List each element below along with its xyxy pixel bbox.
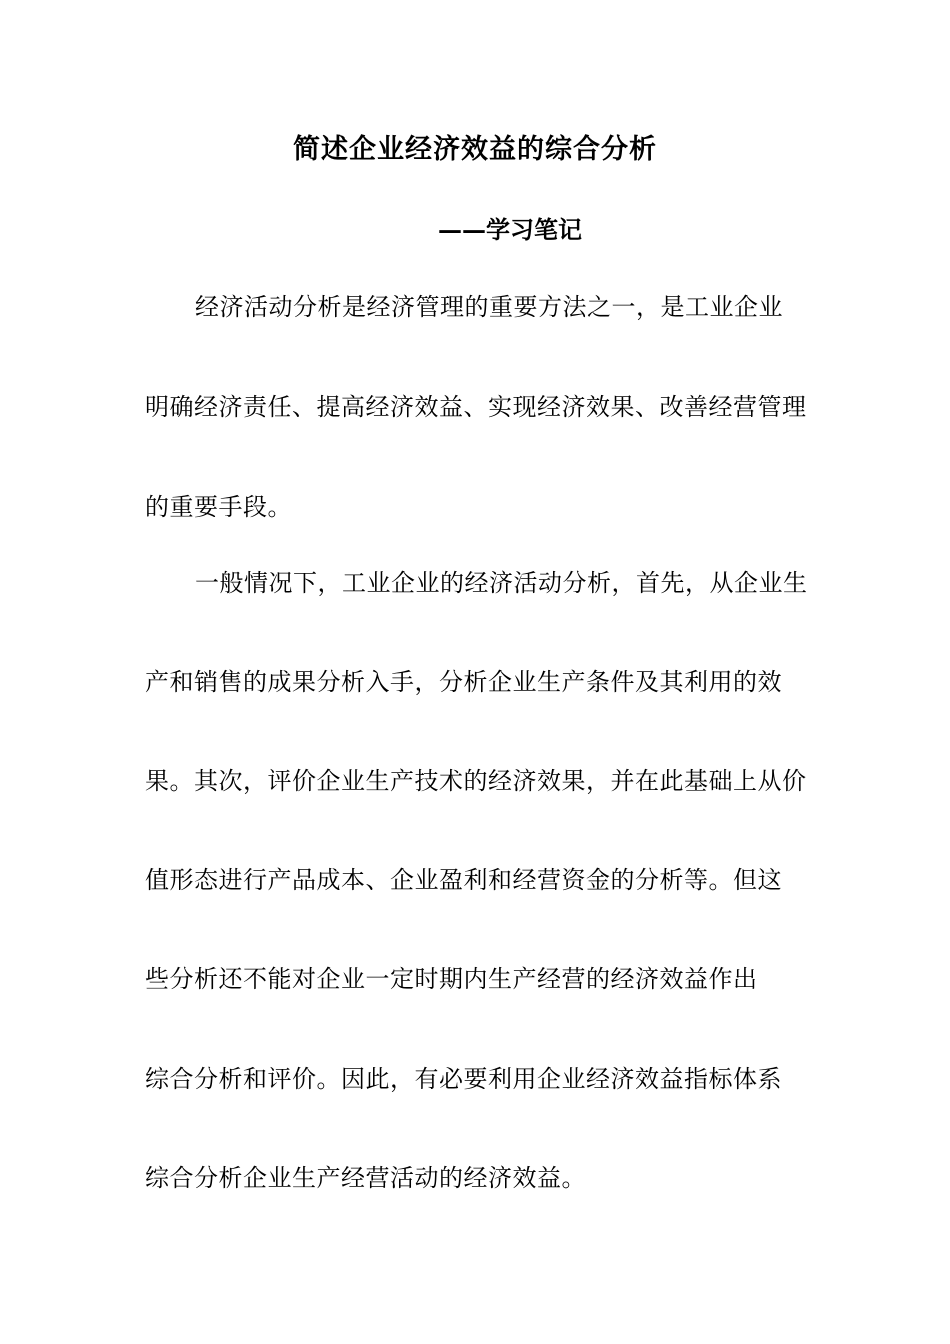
document-title: 简述企业经济效益的综合分析: [293, 134, 657, 165]
paragraph-2-line-4: 值形态进行产品成本、企业盈利和经营资金的分析等。但这: [145, 866, 782, 894]
paragraph-1-line-3: 的重要手段。: [145, 493, 292, 521]
paragraph-2-line-2: 产和销售的成果分析入手，分析企业生产条件及其利用的效: [145, 668, 782, 696]
paragraph-2-line-1: 一般情况下，工业企业的经济活动分析，首先，从企业生: [195, 569, 808, 597]
document-subtitle: ——学习笔记: [438, 215, 582, 244]
paragraph-2-line-6: 综合分析和评价。因此，有必要利用企业经济效益指标体系: [145, 1065, 782, 1093]
paragraph-2-line-5: 些分析还不能对企业一定时期内生产经营的经济效益作出: [145, 965, 758, 993]
paragraph-2-line-3: 果。其次，评价企业生产技术的经济效果，并在此基础上从价: [145, 767, 807, 795]
paragraph-1-line-2: 明确经济责任、提高经济效益、实现经济效果、改善经营管理: [145, 393, 807, 421]
paragraph-2-line-7: 综合分析企业生产经营活动的经济效益。: [145, 1164, 586, 1192]
paragraph-1-line-1: 经济活动分析是经济管理的重要方法之一，是工业企业: [195, 293, 783, 321]
